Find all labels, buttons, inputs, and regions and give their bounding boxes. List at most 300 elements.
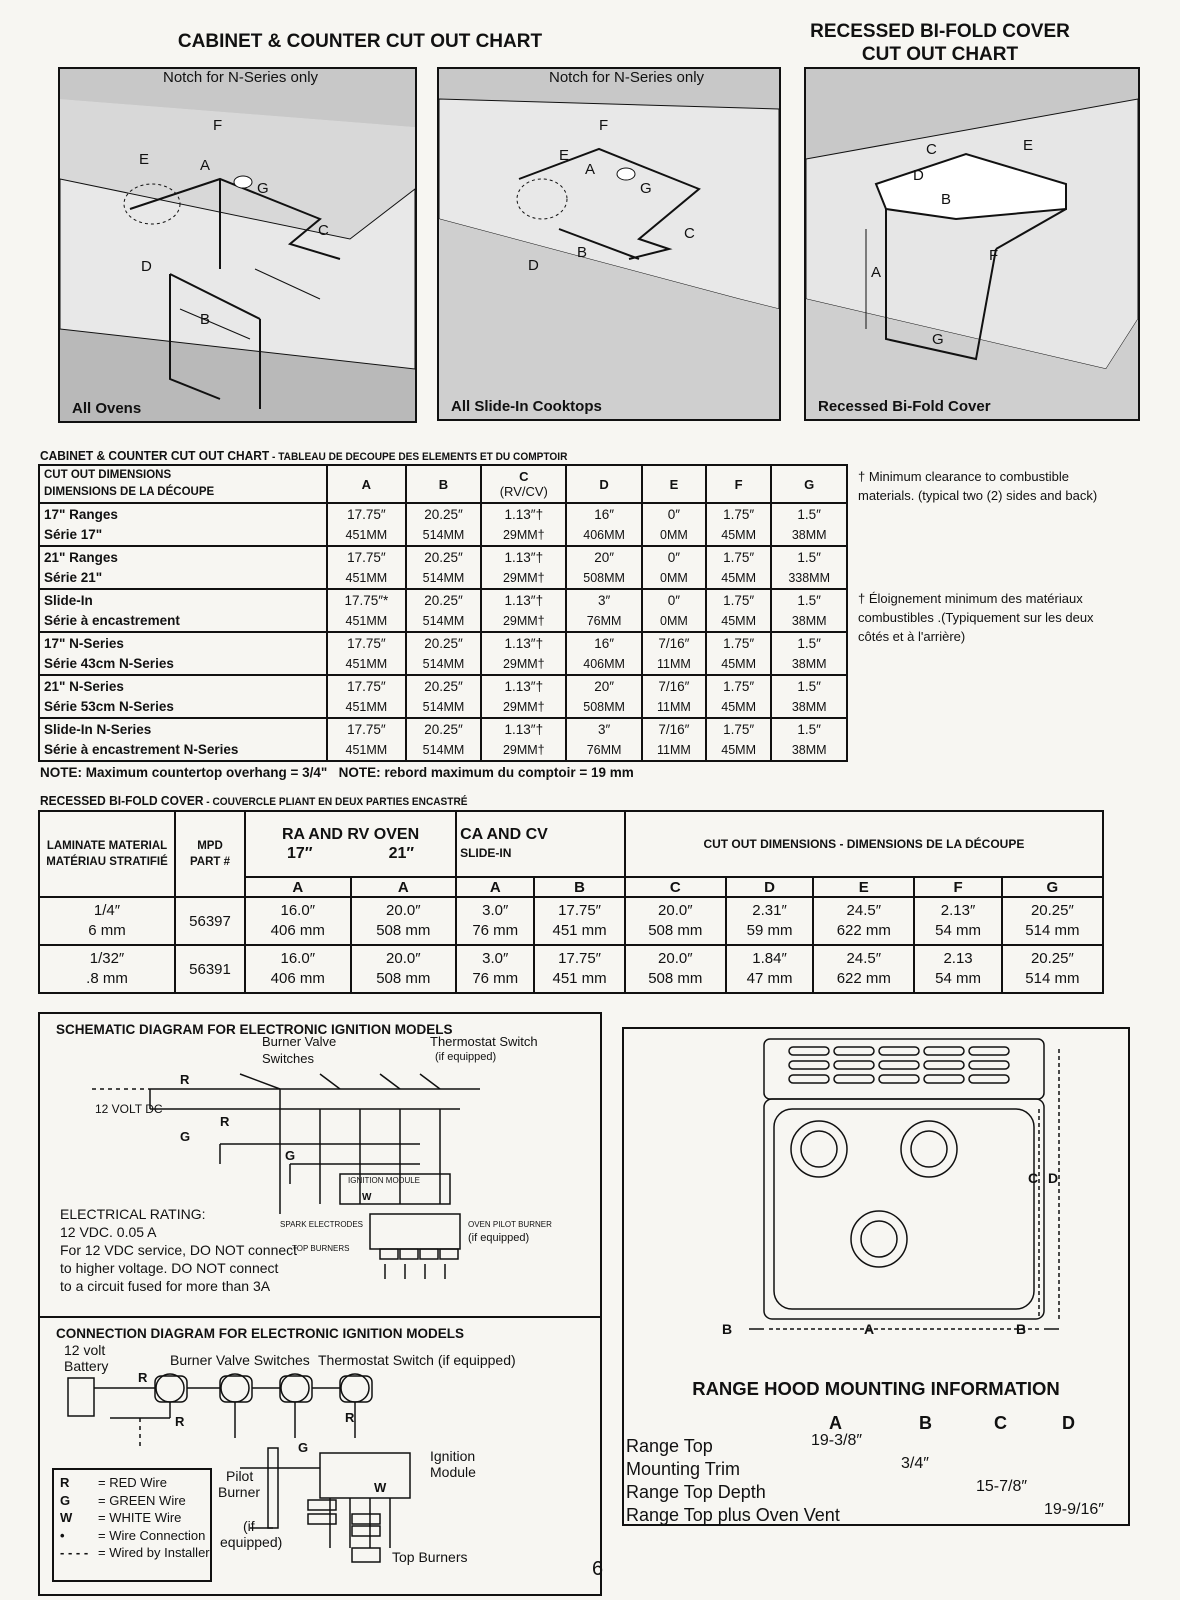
col-f: F — [706, 465, 771, 503]
conn-wire-r-3: R — [345, 1410, 355, 1425]
ovens-letter-a: A — [200, 157, 211, 174]
hood-row-label: Range Top plus Oven Vent — [626, 1505, 840, 1525]
table-row — [39, 897, 1103, 945]
schematic-title: SCHEMATIC DIAGRAM FOR ELECTRONIC IGNITION MODELS — [56, 1022, 453, 1037]
cooktops-letter-d: D — [528, 257, 539, 274]
slide-in-label: SLIDE-IN — [460, 846, 512, 860]
row-label-fr: Série 53cm N-Series — [44, 698, 174, 714]
cell-inches: 1.13″† — [504, 635, 544, 651]
col-b: B — [406, 465, 482, 503]
cell-mm: 29MM† — [502, 527, 545, 542]
hood-col-header: D — [1062, 1413, 1075, 1433]
cell-mm: 406MM — [583, 656, 625, 671]
thermostat-if-equipped: (if equipped) — [435, 1051, 497, 1063]
table-cell — [914, 945, 1001, 993]
cabinet-chart-title: CABINET & COUNTER CUT OUT CHART — [177, 31, 543, 52]
oven-pilot-if-equipped: (if equipped) — [468, 1232, 530, 1244]
row-label — [39, 546, 327, 589]
col-c-sub: (RV/CV) — [499, 484, 548, 499]
mpd-label: MPD — [197, 840, 223, 852]
cell-mm: 45MM — [721, 570, 757, 585]
table-cell — [406, 718, 482, 761]
range-hood-drawing — [624, 1029, 1124, 1349]
letter-header: C — [625, 877, 726, 897]
ra-21-label: 21″ — [388, 845, 415, 862]
thermostat-label: Thermostat Switch (if equipped) — [318, 1352, 516, 1368]
cell-mm: 38MM — [791, 613, 827, 628]
cell-inches: 20.0″ — [658, 950, 693, 967]
table-row — [39, 632, 847, 675]
pilot-burner-label: Burner — [218, 1484, 261, 1500]
laminate-inches: 1/4″ — [93, 902, 121, 919]
table-cell — [566, 503, 642, 546]
cell-mm: 54 mm — [935, 922, 981, 939]
twelve-volt-label: 12 VOLT DC — [95, 1102, 163, 1116]
cabinet-table-title — [40, 448, 567, 463]
cell-inches: 1.75″ — [723, 592, 755, 608]
letter-header: G — [1002, 877, 1103, 897]
cell-inches: 17.75″ — [347, 678, 386, 694]
cell-inches: 20.25″ — [424, 506, 463, 522]
legend-value: = GREEN Wire — [98, 1492, 186, 1508]
cell-inches: 1.5″ — [797, 592, 821, 608]
ovens-letter-e: E — [139, 151, 150, 168]
cell-mm: 38MM — [791, 527, 827, 542]
table-cell — [481, 589, 566, 632]
cell-inches: 1.13″† — [504, 721, 544, 737]
cell-mm: 76MM — [586, 742, 622, 757]
hood-row-value: 19-9/16″ — [1044, 1501, 1104, 1518]
row-label — [39, 589, 327, 632]
cell-mm: 508 mm — [648, 922, 703, 939]
legend-item — [60, 1474, 204, 1492]
table-cell — [1002, 945, 1103, 993]
row-label-fr: Série 43cm N-Series — [44, 655, 174, 671]
bifold-cutout-diagram — [804, 67, 1140, 421]
bifold-table-title-fr: - COUVERCLE PLIANT EN DEUX PARTIES ENCASTRÉ — [203, 796, 468, 808]
bifold-title-line2: CUT OUT CHART — [861, 44, 1019, 65]
ovens-letter-f: F — [213, 117, 223, 134]
table-cell — [914, 897, 1001, 945]
top-burners-label: TOP BURNERS — [292, 1244, 350, 1253]
table-cell — [706, 503, 771, 546]
table-cell — [327, 718, 406, 761]
cell-inches: 1.13″† — [504, 506, 544, 522]
cell-inches: 16.0″ — [280, 950, 316, 967]
cell-mm: 11MM — [657, 656, 691, 671]
legend-key: W — [60, 1510, 73, 1525]
schematic-diagram-box — [38, 1012, 602, 1320]
battery-volt-label: 12 volt — [64, 1342, 106, 1358]
letter-header: A — [245, 877, 351, 897]
battery-label: Battery — [64, 1358, 109, 1374]
conn-wire-g: G — [298, 1440, 309, 1455]
row-label — [39, 503, 327, 546]
table-cell — [706, 632, 771, 675]
ovens-notch-note: Notch for N-Series only — [163, 69, 319, 86]
cell-mm: 45MM — [721, 527, 757, 542]
table-cell — [625, 945, 726, 993]
table-cell — [245, 945, 351, 993]
rating-line2: For 12 VDC service, DO NOT connect — [60, 1242, 298, 1258]
wire-r-label-1: R — [180, 1072, 190, 1087]
bifold-table-title — [40, 793, 468, 808]
top-burners-label: Top Burners — [392, 1549, 468, 1565]
bifold-title-line1: RECESSED BI-FOLD COVER — [810, 21, 1070, 42]
switches-label: Switches — [262, 1051, 315, 1066]
table-cell — [566, 718, 642, 761]
ovens-letter-c: C — [318, 222, 329, 239]
hood-col-header: C — [994, 1413, 1007, 1433]
laminate-header — [39, 811, 175, 897]
table-cell — [481, 632, 566, 675]
module-label: Module — [430, 1464, 476, 1480]
cell-mm: 76MM — [586, 613, 622, 628]
cell-inches: 20″ — [594, 549, 614, 565]
cell-inches: 20.0″ — [386, 902, 421, 919]
cell-inches: 7/16″ — [658, 721, 690, 737]
cell-mm: 38MM — [791, 699, 827, 714]
cell-mm: 29MM† — [502, 742, 545, 757]
cell-inches: 1.75″ — [723, 678, 755, 694]
ovens-letter-d: D — [141, 258, 152, 275]
table-cell — [706, 718, 771, 761]
cell-inches: 16″ — [594, 506, 614, 522]
cooktops-letter-b: B — [577, 244, 588, 261]
cell-inches: 1.5″ — [797, 635, 821, 651]
cabinet-table-title-fr: - TABLEAU DE DECOUPE DES ELEMENTS ET DU COMPTOIR — [269, 451, 568, 463]
bifold-letter-e: E — [1023, 137, 1034, 154]
table-row — [39, 675, 847, 718]
table-cell — [481, 546, 566, 589]
cell-mm: 45MM — [721, 656, 757, 671]
oven-pilot-label: OVEN PILOT BURNER — [468, 1220, 552, 1229]
wire-w-label: W — [362, 1192, 372, 1203]
table-cell — [706, 675, 771, 718]
bifold-chart-title — [790, 20, 1090, 66]
cell-mm: 451MM — [345, 742, 388, 757]
cell-mm: 451MM — [345, 527, 388, 542]
table1-note: NOTE: Maximum countertop overhang = 3/4" NOTE: rebord maximum du comptoir = 19 mm — [40, 765, 634, 780]
row-label — [39, 718, 327, 761]
cell-mm: 514 mm — [1025, 922, 1080, 939]
hood-col-header: B — [919, 1413, 932, 1433]
table-row — [39, 945, 1103, 993]
cell-inches: 1.13″† — [504, 678, 544, 694]
cell-mm: 0MM — [660, 613, 688, 628]
t2-header-row — [39, 811, 1103, 877]
cell-inches: 17.75″* — [344, 592, 389, 608]
letter-header: B — [534, 877, 624, 897]
table-cell — [642, 589, 706, 632]
table-cell — [406, 675, 482, 718]
table-cell — [456, 945, 534, 993]
cell-inches: 3″ — [597, 592, 611, 608]
hood-col-header: A — [829, 1413, 842, 1433]
row-label-en: 21" N-Series — [44, 678, 124, 694]
cell-inches: 20.0″ — [658, 902, 693, 919]
legend-key: • — [60, 1527, 65, 1543]
legend-item — [60, 1544, 210, 1562]
cell-inches: 2.13 — [943, 950, 973, 967]
letter-header: E — [813, 877, 914, 897]
row-label-en: Slide-In N-Series — [44, 721, 152, 737]
cell-inches: 1.5″ — [797, 506, 821, 522]
bifold-letter-a: A — [871, 264, 882, 281]
table-cell — [245, 897, 351, 945]
table-header-row — [39, 465, 847, 503]
cell-mm: 29MM† — [502, 699, 545, 714]
cell-inches: 20.25″ — [424, 592, 463, 608]
connection-title: CONNECTION DIAGRAM FOR ELECTRONIC IGNITION MODELS — [56, 1326, 464, 1341]
table-cell — [642, 675, 706, 718]
ra-rv-label: RA AND RV OVEN — [281, 826, 420, 843]
bifold-table-title-en: RECESSED BI-FOLD COVER — [40, 793, 204, 808]
conn-wire-r-2: R — [175, 1414, 185, 1429]
laminate-cell — [39, 897, 175, 945]
cell-mm: 451 mm — [552, 922, 607, 939]
table-cell — [406, 503, 482, 546]
cell-mm: 514 mm — [1025, 970, 1080, 987]
cell-mm: 622 mm — [836, 970, 891, 987]
cell-mm: 451MM — [345, 570, 388, 585]
burner-valve-switches-label: Burner Valve Switches — [170, 1352, 310, 1368]
table-cell — [771, 718, 847, 761]
table-row — [39, 718, 847, 761]
table-cell — [327, 589, 406, 632]
ca-cv-label: CA AND CV — [460, 826, 548, 843]
cell-mm: 38MM — [791, 742, 827, 757]
cell-mm: 59 mm — [746, 922, 793, 939]
table-cell — [566, 675, 642, 718]
table-cell — [706, 589, 771, 632]
table-cell — [327, 632, 406, 675]
col-e: E — [642, 465, 706, 503]
cooktops-caption: All Slide-In Cooktops — [451, 398, 602, 415]
range-hood-title: RANGE HOOD MOUNTING INFORMATION — [692, 1378, 1060, 1399]
row-label-en: 21" Ranges — [44, 549, 118, 565]
col-d: D — [566, 465, 642, 503]
cell-inches: 1.75″ — [723, 506, 755, 522]
hood-dim-a: A — [864, 1321, 875, 1337]
ca-cv-header — [456, 811, 625, 877]
letter-header: F — [914, 877, 1001, 897]
cell-inches: 1.75″ — [723, 635, 755, 651]
cut-out-header: CUT OUT DIMENSIONS - DIMENSIONS DE LA DÉCOUPE — [625, 811, 1103, 877]
cell-inches: 3″ — [597, 721, 611, 737]
connection-diagram-box — [38, 1316, 602, 1596]
wire-g-label-1: G — [180, 1129, 191, 1144]
cell-mm: 451 mm — [552, 970, 607, 987]
col-c — [481, 465, 566, 503]
table-cell — [642, 503, 706, 546]
cooktops-cutout-diagram — [437, 67, 781, 421]
cell-mm: 514MM — [422, 656, 465, 671]
table-cell — [1002, 897, 1103, 945]
cell-mm: 514MM — [422, 699, 465, 714]
cell-mm: 451MM — [345, 656, 388, 671]
bifold-letter-c: C — [926, 141, 937, 158]
legend-value: = Wire Connection — [98, 1527, 206, 1543]
ra-17-label: 17″ — [287, 845, 313, 862]
cooktops-letter-a: A — [585, 161, 596, 178]
cell-mm: 0MM — [660, 527, 688, 542]
table-cell — [771, 589, 847, 632]
table-cell — [406, 546, 482, 589]
cell-mm: 11MM — [657, 742, 691, 757]
cell-inches: 16″ — [594, 635, 614, 651]
cabinet-cutout-table — [38, 464, 848, 762]
cell-inches: 1.5″ — [797, 721, 821, 737]
row-label — [39, 632, 327, 675]
ovens-cutout-diagram — [58, 67, 417, 423]
header-en: CUT OUT DIMENSIONS — [44, 469, 172, 481]
cell-mm: 29MM† — [502, 570, 545, 585]
cell-mm: 45MM — [721, 613, 757, 628]
cell-inches: 0″ — [667, 506, 681, 522]
col-a: A — [327, 465, 406, 503]
wire-r-label-2: R — [220, 1114, 230, 1129]
table-cell — [771, 632, 847, 675]
cell-inches: 20.25″ — [1030, 950, 1074, 967]
legend-key: - - - - — [60, 1545, 89, 1560]
cell-inches: 2.31″ — [752, 902, 787, 919]
table-cell — [813, 897, 914, 945]
wire-g-label-2: G — [285, 1148, 296, 1163]
pilot-if-label: (if — [243, 1518, 255, 1534]
row-label-fr: Série 17" — [44, 526, 103, 542]
table-cell — [456, 897, 534, 945]
cell-mm: 508MM — [583, 570, 625, 585]
cell-mm: 514MM — [422, 527, 465, 542]
cell-inches: 20″ — [594, 678, 614, 694]
bifold-letter-d: D — [913, 167, 924, 184]
table-cell — [726, 897, 813, 945]
thermostat-switch-label: Thermostat Switch — [430, 1034, 538, 1049]
cell-inches: 20.25″ — [424, 678, 463, 694]
cabinet-table-title-en: CABINET & COUNTER CUT OUT CHART — [40, 448, 270, 463]
laminate-en: LAMINATE MATERIAL — [46, 840, 168, 852]
letter-header: A — [351, 877, 457, 897]
hood-row-label: Range Top Depth — [626, 1482, 766, 1502]
cell-inches: 0″ — [667, 549, 681, 565]
cell-inches: 1.5″ — [797, 549, 821, 565]
cell-inches: 3.0″ — [482, 902, 509, 919]
table-cell — [771, 546, 847, 589]
cell-inches: 1.5″ — [797, 678, 821, 694]
ovens-drawing — [60, 69, 415, 421]
table-cell — [642, 718, 706, 761]
cell-mm: 0MM — [660, 570, 688, 585]
spark-electrodes-label: SPARK ELECTRODES — [280, 1220, 363, 1229]
table-cell — [351, 945, 457, 993]
header-fr: DIMENSIONS DE LA DÉCOUPE — [44, 486, 215, 498]
cell-mm: 338MM — [788, 570, 831, 585]
ignition-label: Ignition — [430, 1448, 476, 1464]
bifold-letter-b: B — [941, 191, 952, 208]
legend-item — [60, 1492, 204, 1510]
legend-value: = RED Wire — [98, 1475, 167, 1490]
hood-dim-b-right: B — [1016, 1321, 1027, 1337]
cell-inches: 16.0″ — [280, 902, 316, 919]
hood-dim-c: C — [1028, 1170, 1039, 1186]
cell-inches: 17.75″ — [347, 506, 386, 522]
table-row — [39, 546, 847, 589]
legend-item — [60, 1509, 204, 1527]
ovens-letter-b: B — [200, 311, 211, 328]
row-label-fr: Série à encastrement — [44, 612, 180, 628]
row-label-fr: Série à encastrement N-Series — [44, 741, 239, 757]
table-cell — [327, 546, 406, 589]
table-cell — [625, 897, 726, 945]
bifold-drawing — [806, 69, 1138, 419]
table-cell — [327, 675, 406, 718]
table-row — [39, 589, 847, 632]
legend-key: G — [60, 1492, 71, 1508]
legend-value: = Wired by Installer — [98, 1545, 210, 1560]
cell-mm: 514MM — [422, 742, 465, 757]
cell-inches: 1.75″ — [723, 549, 755, 565]
cooktops-drawing — [439, 69, 779, 419]
table-cell — [771, 503, 847, 546]
row-label-en: 17" Ranges — [44, 506, 118, 522]
cooktops-letter-g: G — [640, 180, 652, 197]
cell-inches: 7/16″ — [658, 678, 690, 694]
cell-inches: 1.84″ — [752, 950, 787, 967]
cell-mm: 76 mm — [472, 922, 519, 939]
cell-inches: 17.75″ — [347, 549, 386, 565]
footnote-en: † Minimum clearance to combustible materials. (typical two (2) sides and back) — [858, 469, 1098, 503]
bifold-letter-f: F — [989, 247, 999, 264]
cell-mm: 54 mm — [935, 970, 981, 987]
cell-mm: 451MM — [345, 613, 388, 628]
footnote-fr: † Éloignement minimum des matériaux combustibles .(Typiquement sur les deux côtés et à l'arrière) — [858, 591, 1094, 644]
table-cell — [726, 945, 813, 993]
cell-inches: 2.13″ — [940, 902, 976, 919]
cooktops-letter-e: E — [559, 147, 570, 164]
table-cell — [481, 675, 566, 718]
cell-mm: 514MM — [422, 570, 465, 585]
rating-line4: to a circuit fused for more than 3A — [60, 1278, 271, 1294]
bifold-cutout-table — [38, 810, 1104, 994]
cell-mm: 38MM — [791, 656, 827, 671]
part-cell: 56391 — [175, 945, 245, 993]
ovens-caption: All Ovens — [72, 400, 142, 417]
cell-inches: 7/16″ — [658, 635, 690, 651]
cell-inches: 24.5″ — [846, 902, 882, 919]
cell-mm: 45MM — [721, 699, 757, 714]
cooktops-notch-note: Notch for N-Series only — [549, 69, 705, 86]
cell-mm: 451MM — [345, 699, 388, 714]
part-cell: 56397 — [175, 897, 245, 945]
cell-mm: 514MM — [422, 613, 465, 628]
table-cell — [481, 718, 566, 761]
conn-wire-w: W — [374, 1480, 387, 1495]
cell-mm: 406MM — [583, 527, 625, 542]
hood-row-value: 19-3/8″ — [811, 1432, 863, 1449]
table-cell — [642, 632, 706, 675]
table-cell — [534, 897, 624, 945]
table-cell — [566, 632, 642, 675]
laminate-mm: 6 mm — [88, 922, 126, 939]
cell-inches: 17.75″ — [558, 950, 601, 967]
cell-inches: 1.13″† — [504, 549, 544, 565]
page-number: 6 — [592, 1558, 604, 1580]
cooktops-letter-c: C — [684, 225, 695, 242]
table-cell — [406, 632, 482, 675]
cell-inches: 0″ — [667, 592, 681, 608]
cell-inches: 20.25″ — [424, 549, 463, 565]
